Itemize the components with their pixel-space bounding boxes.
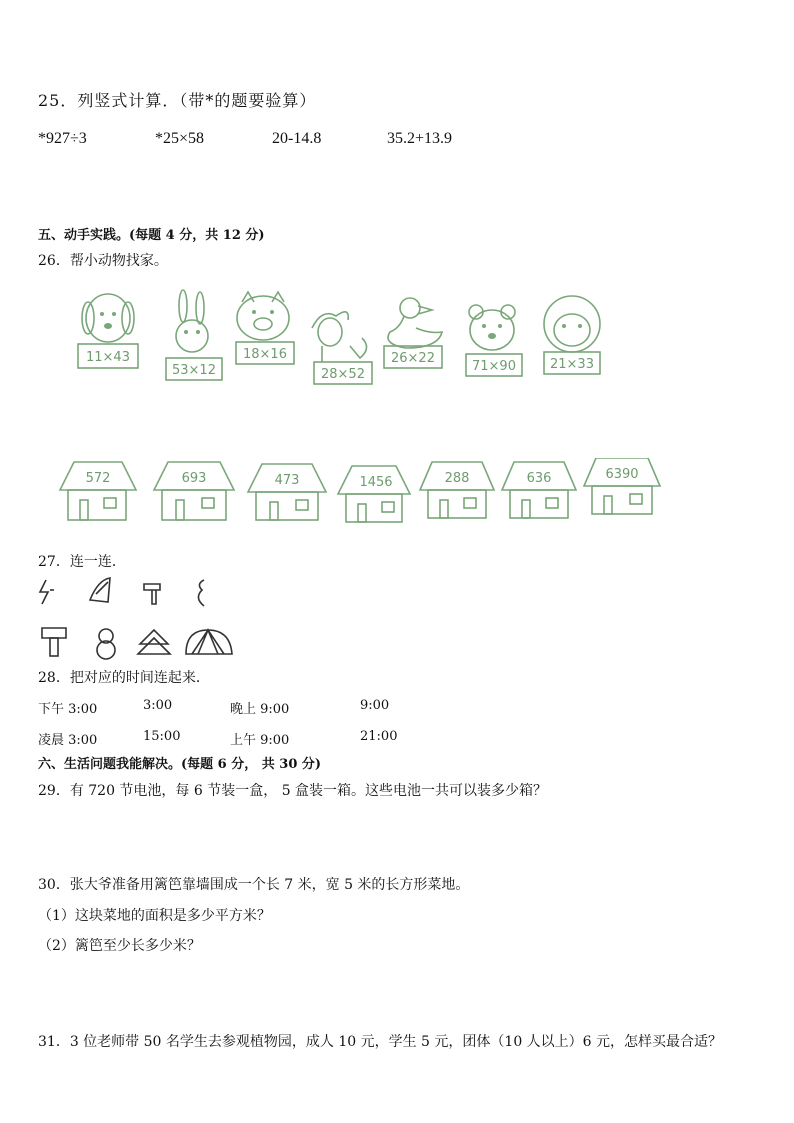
- q28-r1-c2: 3:00: [143, 698, 173, 713]
- house-1: [60, 462, 136, 520]
- goat-icon: [312, 312, 372, 384]
- q27-bottom-row: [36, 626, 246, 662]
- q25-item-2: *25×58: [155, 130, 205, 147]
- duck-label: 26×22: [391, 351, 435, 366]
- half-mushroom-icon: [144, 584, 160, 604]
- house-3-number: 473: [274, 473, 300, 488]
- pig-icon: [236, 292, 294, 364]
- q28-r1-c1: 下午 3:00: [38, 702, 98, 717]
- q28-title: 28．把对应的时间连起来．: [38, 670, 210, 686]
- snowman-icon: [97, 629, 115, 659]
- mushroom-icon: [42, 628, 66, 656]
- q29-text: 29．有 720 节电池，每 6 节装一盒， 5 盒装一箱。这些电池一共可以装多少箱？: [38, 783, 548, 799]
- q28-r1-c3: 晚上 9:00: [230, 702, 290, 717]
- rabbit-label: 53×12: [172, 363, 216, 378]
- house-2: [154, 462, 234, 520]
- house-4-number: 1456: [359, 475, 393, 490]
- house-7: [584, 458, 660, 514]
- lightning-halves-icon: [40, 580, 54, 604]
- house-4: [338, 466, 410, 522]
- half-snowman-icon: [198, 580, 204, 606]
- monkey-icon: [544, 296, 600, 374]
- house-7-number: 6390: [605, 467, 639, 482]
- q28-r2-c2: 15:00: [143, 729, 181, 744]
- bear-label: 71×90: [472, 359, 516, 374]
- q28-r2-c4: 21:00: [360, 729, 398, 744]
- half-umbrella-icon: [90, 578, 110, 602]
- tree-icon: [138, 630, 170, 654]
- pig-label: 18×16: [243, 347, 287, 362]
- q30-sub1: （1）这块菜地的面积是多少平方米？: [38, 908, 271, 924]
- houses-figure: [58, 458, 668, 524]
- q28-r2-c1: 凌晨 3:00: [38, 733, 98, 748]
- house-6-number: 636: [526, 471, 552, 486]
- house-1-number: 572: [85, 471, 111, 486]
- q27-title: 27．连一连．: [38, 554, 126, 570]
- dog-label: 11×43: [86, 350, 130, 365]
- section-5-heading: 五、动手实践。(每题 4 分，共 12 分): [38, 228, 265, 243]
- bear-icon: [466, 305, 522, 376]
- q25-item-1: *927÷3: [38, 130, 87, 147]
- q25-item-4: 35.2+13.9: [387, 130, 453, 147]
- q28-r2-c3: 上午 9:00: [230, 733, 290, 748]
- house-2-number: 693: [181, 471, 207, 486]
- goat-label: 28×52: [321, 367, 365, 382]
- q30-title: 30．张大爷准备用篱笆靠墙围成一个长 7 米，宽 5 米的长方形菜地。: [38, 877, 470, 893]
- umbrella-icon: [186, 630, 232, 654]
- q25-title: 25．列竖式计算．（带*的题要验算）: [38, 91, 317, 110]
- q27-top-row: [36, 576, 246, 610]
- monkey-label: 21×33: [550, 357, 594, 372]
- q25-item-3: 20-14.8: [272, 130, 322, 147]
- house-5-number: 288: [444, 471, 470, 486]
- house-3: [248, 464, 326, 520]
- section-6-heading: 六、生活问题我能解决。(每题 6 分， 共 30 分): [38, 757, 322, 772]
- q30-sub2: （2）篱笆至少长多少米？: [38, 938, 201, 954]
- dog-icon: [78, 294, 138, 368]
- rabbit-icon: [166, 290, 222, 380]
- q28-r1-c4: 9:00: [360, 698, 390, 713]
- q26-title: 26．帮小动物找家。: [38, 253, 168, 269]
- q31-text: 31．3 位老师带 50 名学生去参观植物园，成人 10 元，学生 5 元，团体（10 人以上）6 元，怎样买最合适？: [38, 1034, 723, 1050]
- animals-figure: [60, 288, 630, 398]
- house-5: [420, 462, 494, 518]
- duck-icon: [384, 298, 442, 368]
- house-6: [502, 462, 576, 518]
